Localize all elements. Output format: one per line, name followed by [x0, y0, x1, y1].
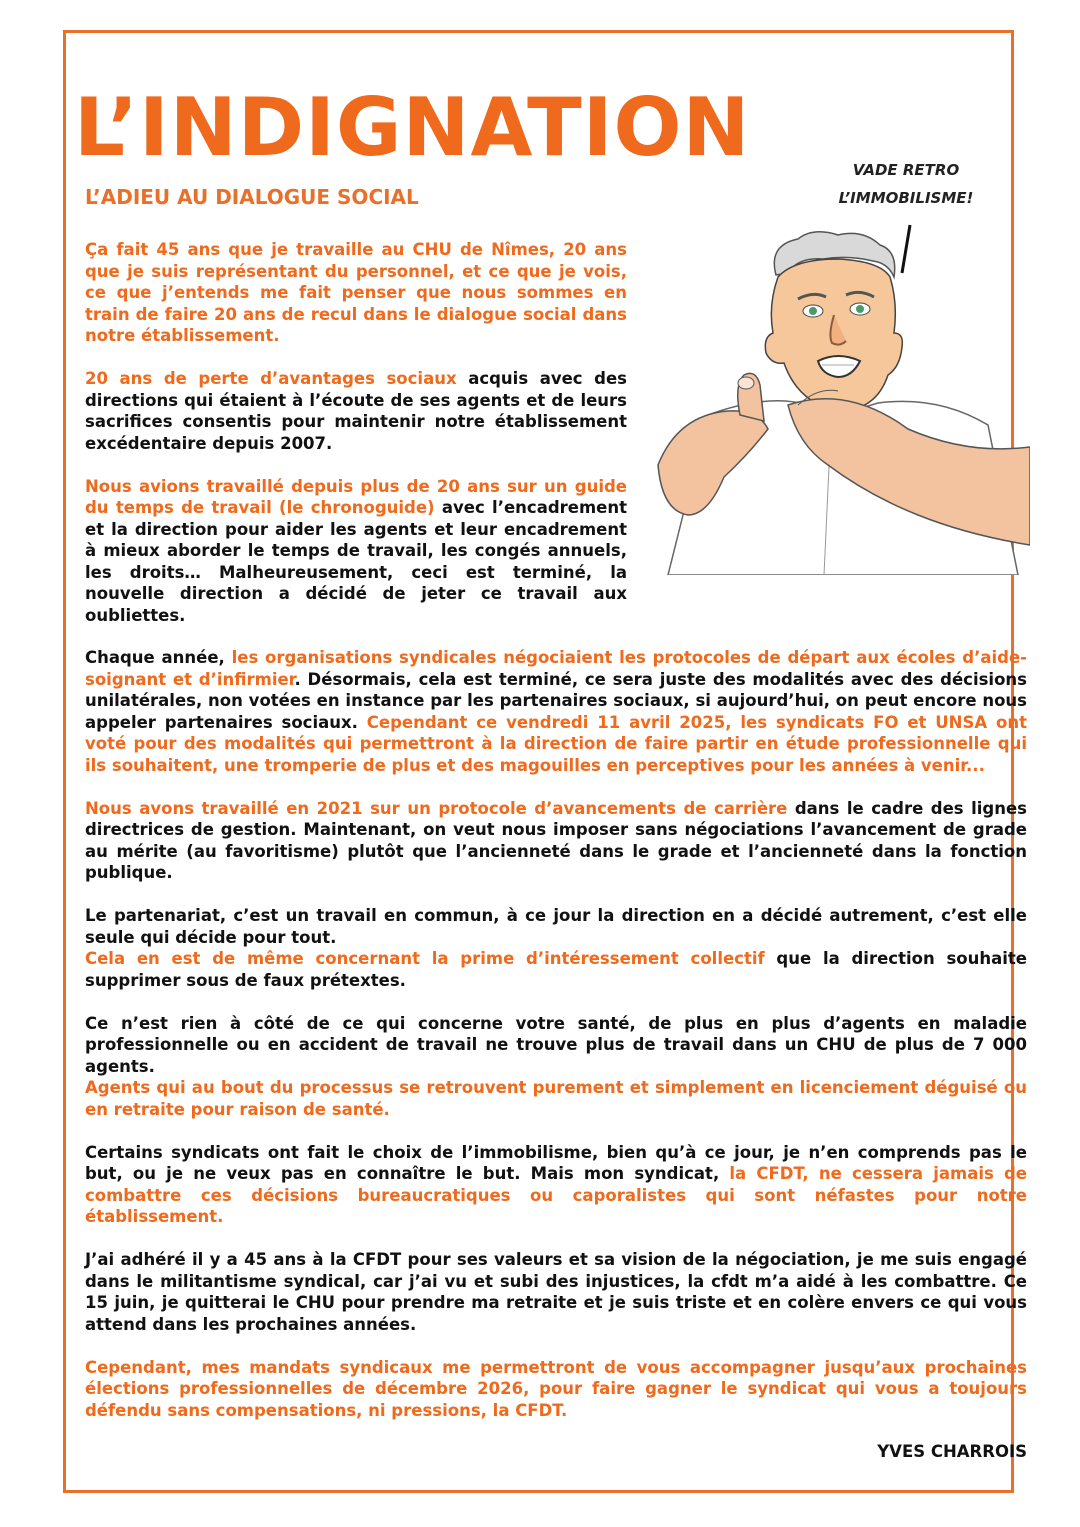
speech-bubble — [826, 156, 986, 212]
paragraph-7 — [85, 1013, 1027, 1121]
paragraph-8 — [85, 1142, 1027, 1228]
paragraph-10 — [85, 1357, 1027, 1422]
p6-text-2: que la direction souhaite supprimer sous de faux prétextes. — [85, 949, 1027, 990]
p5-text: dans le cadre des lignes directrices de gestion. Maintenant, on veut nous imposer sans négociations l’avancement de grade au mérite (au favoritisme) plutôt que l’ancienneté dans le grade et l’ancienneté dans la fonction publique. — [85, 798, 1027, 882]
p6-highlight: Cela en est de même concernant la prime d’intéressement collectif — [85, 949, 765, 968]
paragraph-5 — [85, 798, 1027, 884]
speech-pointer — [902, 225, 910, 273]
paragraph-9 — [85, 1249, 1027, 1335]
paragraph-2 — [85, 368, 627, 454]
paragraph-3 — [85, 476, 627, 627]
p1-highlight: Ça fait 45 ans que je travaille au CHU de Nîmes, 20 ans que je suis représentant du personnel, et ce que je vois, ce que j’entends me fait penser que nous sommes en train de faire 20 ans de recul dans le dialogue social dans notre établissement. — [85, 240, 627, 345]
page-subtitle: L’ADIEU AU DIALOGUE SOCIAL — [85, 185, 419, 209]
p9-text: J’ai adhéré il y a 45 ans à la CFDT pour ses valeurs et sa vision de la négociation, je me suis engagé dans le militantisme syndical, car j’ai vu et subi des injustices, la cfdt m’a aidé à les combattre. Ce 15 juin, je quitterai le CHU pour prendre ma retraite et je suis triste et en colère envers ce qui vous attend dans les prochaines années. — [85, 1250, 1027, 1334]
caricature-illustration — [648, 215, 1030, 575]
p8-text: Certains syndicats ont fait le choix de l’immobilisme, bien qu’à ce jour, je n’en comprends pas le but, ou je ne veux pas en connaître le but. Mais mon syndicat, — [85, 1142, 1027, 1183]
article-column-full — [85, 647, 1027, 1443]
p4-highlight-1: les organisations syndicales négociaient les protocoles de départ aux écoles d’aide-soignant et d’infirmier — [85, 648, 1027, 689]
p10-highlight: Cependant, mes mandats syndicaux me permettront de vous accompagner jusqu’aux prochaines élections professionnelles de décembre 2026, pour faire gagner le syndicat qui vous a toujours défendu sans compensations, ni pressions, la CFDT. — [85, 1357, 1027, 1420]
p7-highlight: Agents qui au bout du processus se retrouvent purement et simplement en licenciement déguisé ou en retraite pour raison de santé. — [85, 1078, 1027, 1119]
paragraph-4 — [85, 647, 1027, 776]
p6-text-1: Le partenariat, c’est un travail en commun, à ce jour la direction en a décidé autrement, c’est elle seule qui décide pour tout. — [85, 906, 1027, 947]
p2-highlight: 20 ans de perte d’avantages sociaux — [85, 369, 457, 388]
p4-highlight-2: Cependant ce vendredi 11 avril 2025, les syndicats FO et UNSA ont voté pour des modalités qui permettront à la direction de faire partir en étude professionnelle qui ils souhaitent, une tromperie de plus et des magouilles en perceptives pour les années à venir... — [85, 712, 1027, 775]
speech-line-1: VADE RETRO — [852, 161, 960, 179]
paragraph-1 — [85, 239, 627, 347]
article-column-top — [85, 239, 627, 648]
p4-text-1: Chaque année, — [85, 648, 232, 667]
page-title: L’INDIGNATION — [74, 81, 751, 174]
p8-highlight: la CFDT, ne cessera jamais de combattre ces décisions bureaucratiques ou caporalistes qui sont néfastes pour notre établissement. — [85, 1164, 1027, 1226]
p2-text: acquis avec des directions qui étaient à l’écoute de ses agents et de leurs sacrifices consentis pour maintenir notre établissement excédentaire depuis 2007. — [85, 369, 627, 453]
p3-highlight: Nous avions travaillé depuis plus de 20 ans sur un guide du temps de travail (le chronoguide) — [85, 476, 627, 517]
paragraph-6 — [85, 905, 1027, 991]
p3-text: avec l’encadrement et la direction pour aider les agents et leur encadrement à mieux aborder le temps de travail, les congés annuels, les droits… Malheureusement, ceci est terminé, la nouvelle direction a décidé de jeter ce travail aux oubliettes. — [85, 498, 627, 625]
p7-text: Ce n’est rien à côté de ce qui concerne votre santé, de plus en plus d’agents en maladie professionnelle ou en accident de travail ne trouve plus de travail dans un CHU de plus de 7 000 agents. — [85, 1013, 1027, 1076]
p4-text-2: . Désormais, cela est terminé, ce sera juste des modalités avec des décisions unilatérales, non votées en instance par les partenaires sociaux, si aujourd’hui, on peut encore nous appeler partenaires sociaux. — [85, 669, 1027, 732]
p5-highlight: Nous avons travaillé en 2021 sur un protocole d’avancements de carrière — [85, 798, 788, 818]
speech-line-2: L’IMMOBILISME! — [838, 189, 974, 207]
signature: YVES CHARROIS — [877, 1442, 1027, 1461]
